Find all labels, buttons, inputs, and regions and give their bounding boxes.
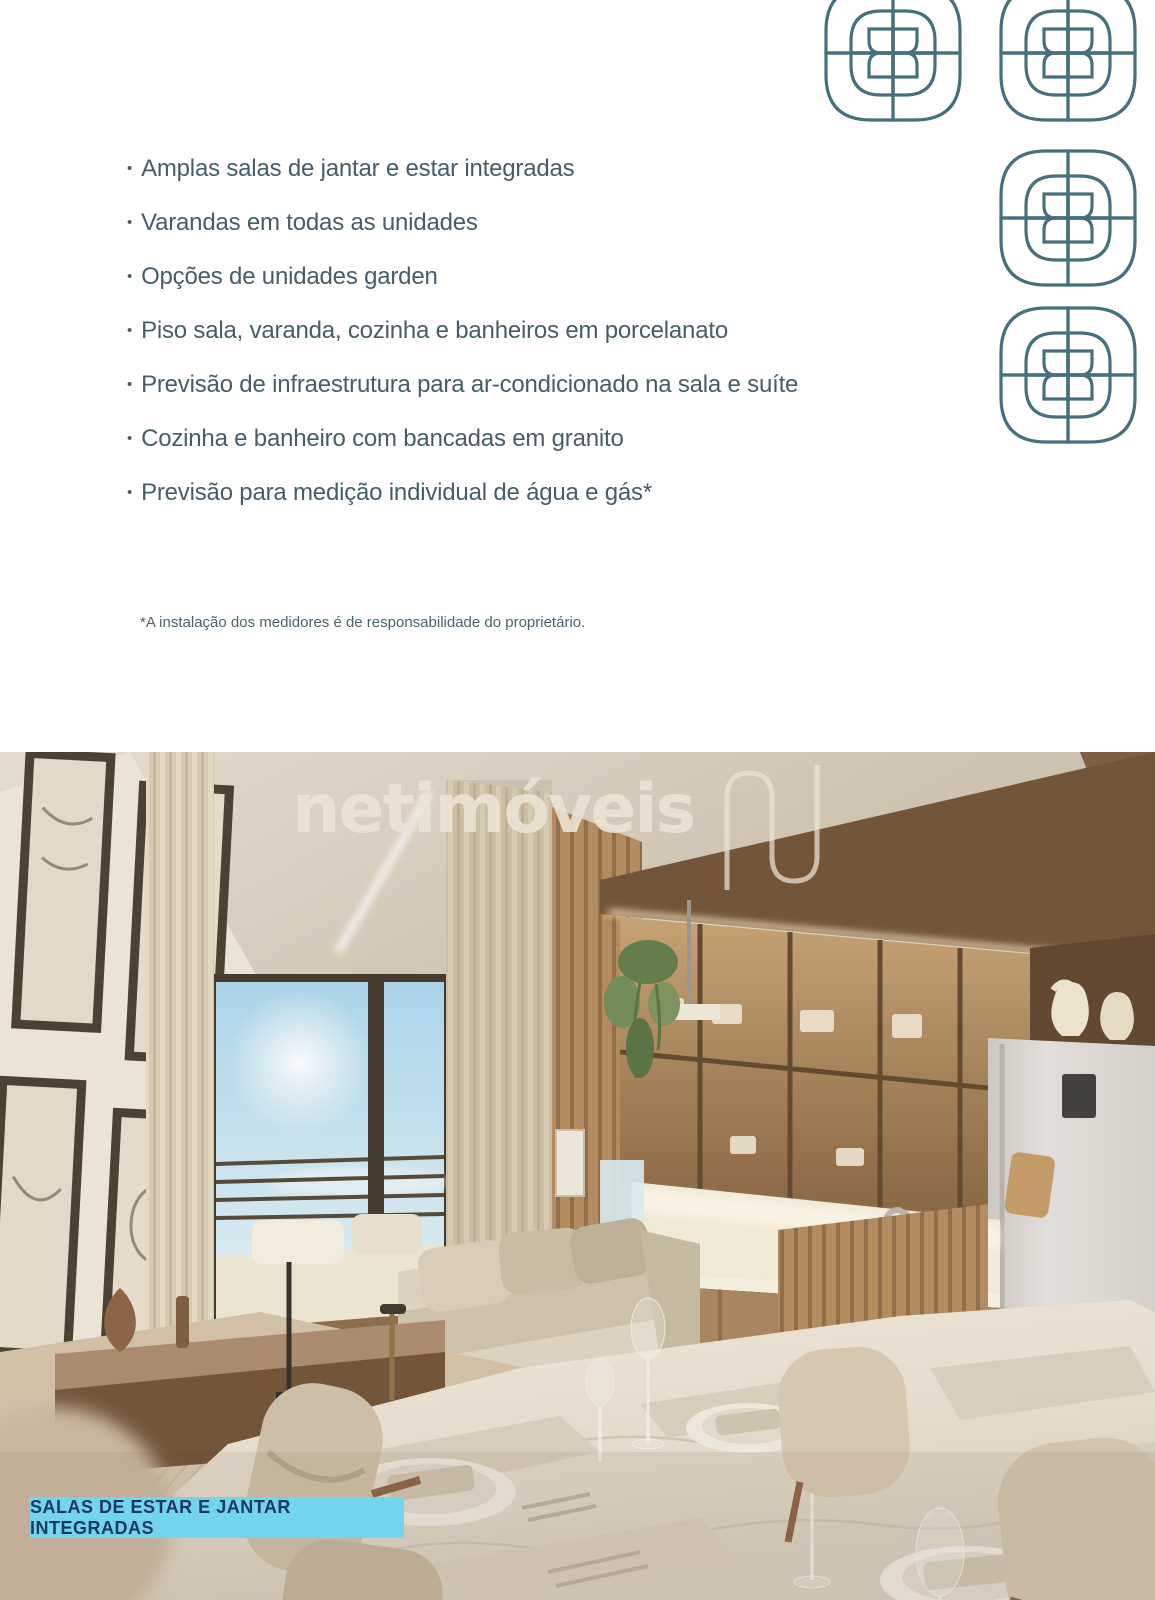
interior-photo (0, 752, 1155, 1600)
flower-motif (1001, 0, 1135, 120)
feature-item: • Previsão para medição individual de água e gás* (127, 479, 652, 506)
bullet-icon: • (127, 214, 133, 231)
caption-badge (30, 1497, 404, 1538)
caption-label: SALAS DE ESTAR E JANTAR INTEGRADAS (30, 1496, 291, 1538)
flower-motif (1001, 308, 1135, 442)
flower-motif (1001, 151, 1135, 285)
footnote: *A instalação dos medidores é de responsabilidade do proprietário. (140, 614, 586, 631)
feature-item: • Varandas em todas as unidades (127, 209, 478, 236)
feature-item: • Piso sala, varanda, cozinha e banheiros em porcelanato (127, 317, 728, 344)
bullet-icon: • (127, 322, 133, 339)
feature-item: • Previsão de infraestrutura para ar-condicionado na sala e suíte (127, 371, 799, 398)
feature-item: • Cozinha e banheiro com bancadas em granito (127, 425, 624, 452)
bullet-icon: • (127, 376, 133, 393)
warm-overlay (0, 752, 1155, 1600)
interior-illustration (0, 752, 1155, 1600)
bullet-icon: • (127, 160, 133, 177)
feature-list (127, 154, 887, 532)
flower-motif (826, 0, 960, 120)
bullet-icon: • (127, 430, 133, 447)
feature-item: • Opções de unidades garden (127, 263, 438, 290)
bullet-icon: • (127, 484, 133, 501)
bullet-icon: • (127, 268, 133, 285)
feature-item: • Amplas salas de jantar e estar integradas (127, 155, 575, 182)
watermark-text: netimóveis (292, 770, 695, 849)
